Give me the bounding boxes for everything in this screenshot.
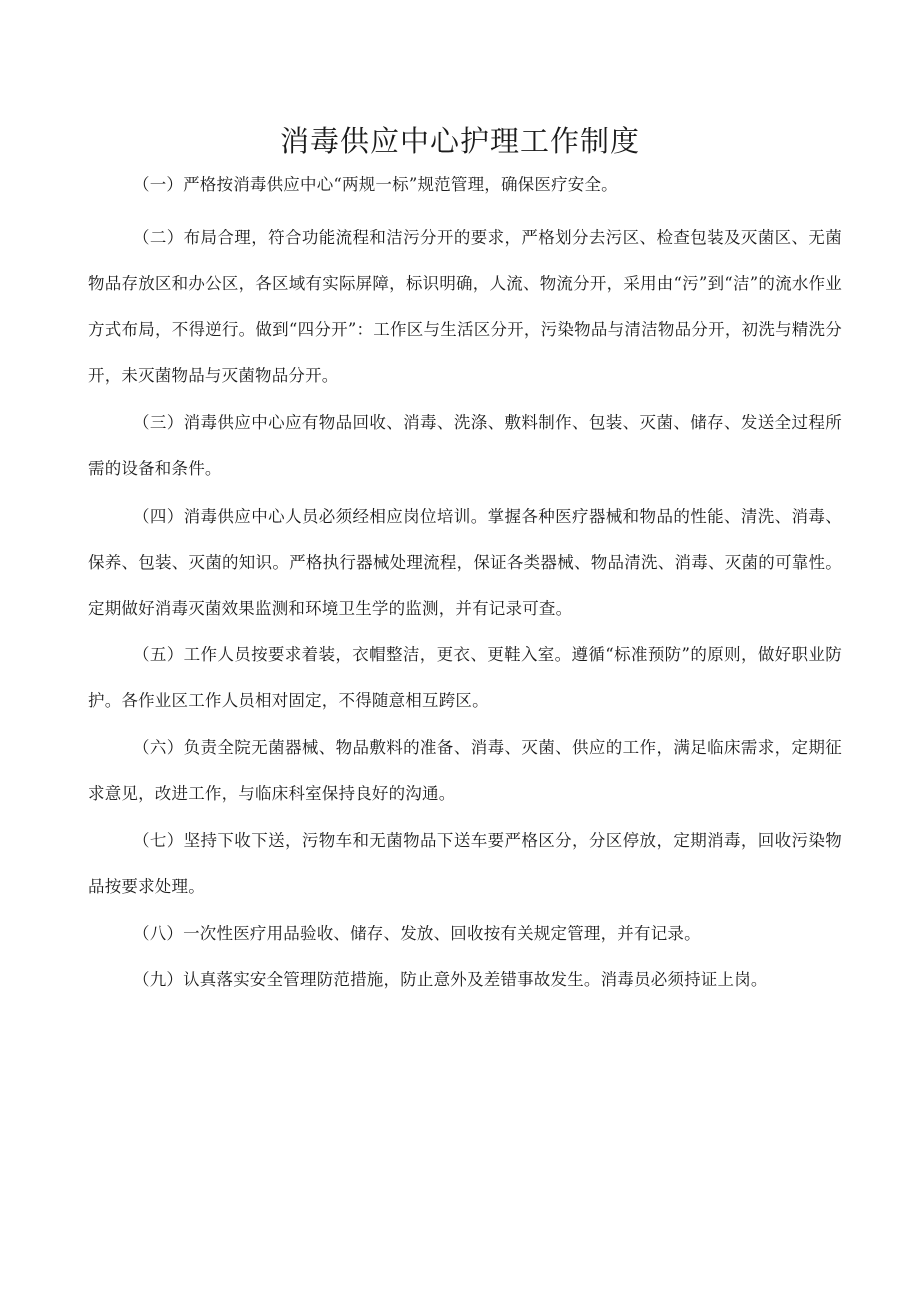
paragraph-3: （三）消毒供应中心应有物品回收、消毒、洗涤、敷料制作、包装、灭菌、储存、发送全过程所需的设备和条件。 [88, 413, 842, 478]
document-title: 消毒供应中心护理工作制度 [279, 124, 640, 158]
paragraph-7: （七）坚持下收下送，污物车和无菌物品下送车要严格区分，分区停放，定期消毒，回收污染物品按要求处理。 [88, 831, 842, 896]
paragraph-2: （二）布局合理，符合功能流程和洁污分开的要求，严格划分去污区、检查包装及灭菌区、无菌物品存放区和办公区，各区域有实际屏障，标识明确，人流、物流分开，采用由“污”到“洁”的流水作业方式布局，不得逆行。做到“四分开”：工作区与生活区分开，污染物品与清洁物品分开，初洗与精洗分开，未灭菌物品与灭菌物品分开。 [88, 228, 842, 385]
paragraph-4: （四）消毒供应中心人员必须经相应岗位培训。掌握各种医疗器械和物品的性能、清洗、消毒、保养、包装、灭菌的知识。严格执行器械处理流程，保证各类器械、物品清洗、消毒、灭菌的可靠性。定期做好消毒灭菌效果监测和环境卫生学的监测，并有记录可查。 [88, 507, 842, 618]
paragraph-8: （八）一次性医疗用品验收、储存、发放、回收按有关规定管理，并有记录。 [133, 924, 701, 943]
paragraph-5: （五）工作人员按要求着装，衣帽整洁，更衣、更鞋入室。遵循“标准预防”的原则，做好职业防护。各作业区工作人员相对固定，不得随意相互跨区。 [88, 645, 842, 710]
paragraph-6: （六）负责全院无菌器械、物品敷料的准备、消毒、灭菌、供应的工作，满足临床需求，定期征求意见，改进工作，与临床科室保持良好的沟通。 [88, 738, 842, 803]
paragraph-9: （九）认真落实安全管理防范措施，防止意外及差错事故发生。消毒员必须持证上岗。 [133, 970, 768, 989]
paragraph-1: （一）严格按消毒供应中心“两规一标”规范管理，确保医疗安全。 [133, 175, 618, 194]
